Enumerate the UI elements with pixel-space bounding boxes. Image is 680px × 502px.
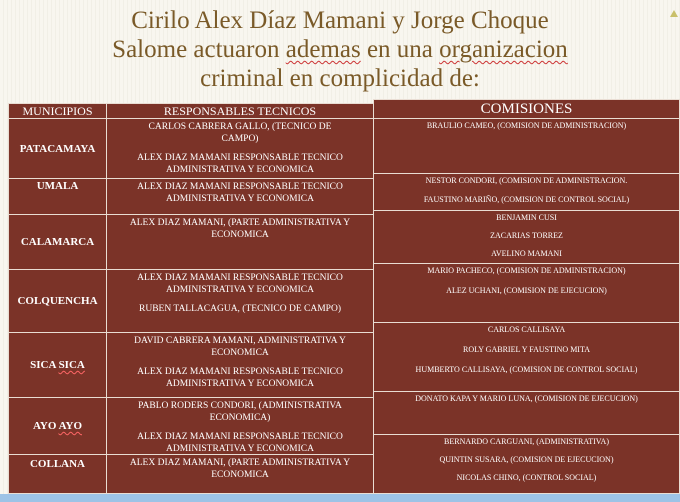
municipio-cell [8, 454, 107, 494]
responsables-cell [106, 454, 374, 494]
municipio-name: SICA SICA [30, 359, 85, 371]
comisiones-cell [373, 322, 680, 392]
responsable-entry: ALEX DIAZ MAMANI RESPONSABLE TECNICO ADMINISTRATIVA Y ECONOMICA [137, 367, 343, 389]
title-line-3: criminal en complicidad de: [200, 65, 480, 92]
responsable-entry: DAVID CABRERA MAMANI, ADMINISTRATIVA Y ECONOMICA [134, 336, 346, 358]
header-municipios: MUNICIPIOS [8, 103, 107, 119]
municipio-name: PATACAMAYA [19, 142, 96, 155]
comision-entry: FAUSTINO MARIÑO, (COMISION DE CONTROL SOCIAL) [423, 195, 630, 204]
responsable-entry: ALEX DIAZ MAMANI RESPONSABLE TECNICO ADMINISTRATIVA Y ECONOMICA [137, 432, 343, 454]
comisiones-cell [373, 434, 680, 494]
municipio-name: AYO AYO [32, 420, 82, 432]
responsable-entry: ALEX DIAZ MAMANI, (PARTE ADMINISTRATIVA Y ECONOMICA [129, 218, 351, 240]
comision-entry: HUMBERTO CALLISAYA, (COMISION DE CONTROL SOCIAL) [415, 365, 638, 374]
responsables-cell [106, 269, 374, 333]
slide-title [40, 6, 640, 93]
responsable-entry: CARLOS CABRERA GALLO, (TECNICO DE CAMPO) [148, 122, 332, 144]
municipio-cell [8, 397, 107, 455]
comisiones-cell [373, 173, 680, 211]
municipio-name: COLLANA [29, 458, 85, 470]
responsable-entry: ALEX DIAZ MAMANI RESPONSABLE TECNICO ADMINISTRATIVA Y ECONOMICA [137, 273, 343, 295]
municipio-name: UMALA [36, 180, 79, 192]
responsables-cell [106, 178, 374, 215]
municipio-cell [8, 332, 107, 398]
comision-entry: BRAULIO CAMEO, (COMISION DE ADMINISTRACION) [426, 121, 627, 130]
comisiones-cell [373, 118, 680, 174]
comision-entry: MARIO PACHECO, (COMISION DE ADMINISTRACION) [427, 266, 626, 275]
municipio-cell [8, 118, 107, 179]
comision-entry: CARLOS CALLISAYA [487, 325, 566, 334]
comision-entry: NICOLAS CHINO, (CONTROL SOCIAL) [456, 473, 597, 482]
slide-corner-icon [670, 10, 678, 17]
responsables-cell [106, 118, 374, 179]
title-line-1: Cirilo Alex Díaz Mamani y Jorge Choque [131, 7, 549, 34]
comision-entry: ALEZ UCHANI, (COMISION DE EJECUCION) [446, 286, 607, 295]
municipio-cell [8, 178, 107, 215]
comision-entry: BENJAMIN CUSI [496, 213, 557, 222]
responsables-cell [106, 332, 374, 398]
responsables-cell [106, 397, 374, 455]
comisiones-cell [373, 391, 680, 435]
bottom-accent-bar [0, 494, 680, 502]
municipio-cell [8, 214, 107, 270]
comision-entry: BERNARDO CARGUANI, (ADMINISTRATIVA) [444, 437, 609, 446]
comision-entry: DONATO KAPA Y MARIO LUNA, (COMISION DE EJECUCION) [415, 394, 638, 403]
municipio-name: CALAMARCA [20, 236, 95, 248]
comision-entry: QUINTIN SUSARA, (COMISION DE EJECUCION) [439, 455, 614, 464]
responsable-entry: PABLO RODERS CONDORI, (ADMINISTRATIVA ECONOMICA) [138, 401, 342, 423]
comision-entry: NESTOR CONDORI, (COMISION DE ADMINISTRACION. [425, 176, 628, 185]
title-line-2: Salome actuaron ademas en una organizacion [112, 36, 568, 63]
comision-entry: AVELINO MAMANI [491, 249, 562, 258]
responsables-cell [106, 214, 374, 270]
comision-entry: ZACARIAS TORREZ [490, 231, 563, 240]
header-responsables: RESPONSABLES TECNICOS [106, 103, 374, 119]
header-comisiones: COMISIONES [373, 99, 680, 119]
responsable-entry: ALEX DIAZ MAMANI RESPONSABLE TECNICO ADMINISTRATIVA Y ECONOMICA [137, 182, 343, 204]
responsable-entry: ALEX DIAZ MAMANI RESPONSABLE TECNICO ADMINISTRATIVA Y ECONOMICA [137, 153, 343, 175]
comisiones-cell [373, 210, 680, 264]
responsable-entry: RUBEN TALLACAGUA, (TECNICO DE CAMPO) [139, 304, 341, 314]
responsable-entry: ALEX DIAZ MAMANI, (PARTE ADMINISTRATIVA Y ECONOMICA [129, 458, 351, 480]
municipio-cell [8, 269, 107, 333]
municipio-name: COLQUENCHA [17, 295, 98, 307]
comisiones-cell [373, 263, 680, 323]
comision-entry: ROLY GABRIEL Y FAUSTINO MITA [463, 345, 590, 354]
